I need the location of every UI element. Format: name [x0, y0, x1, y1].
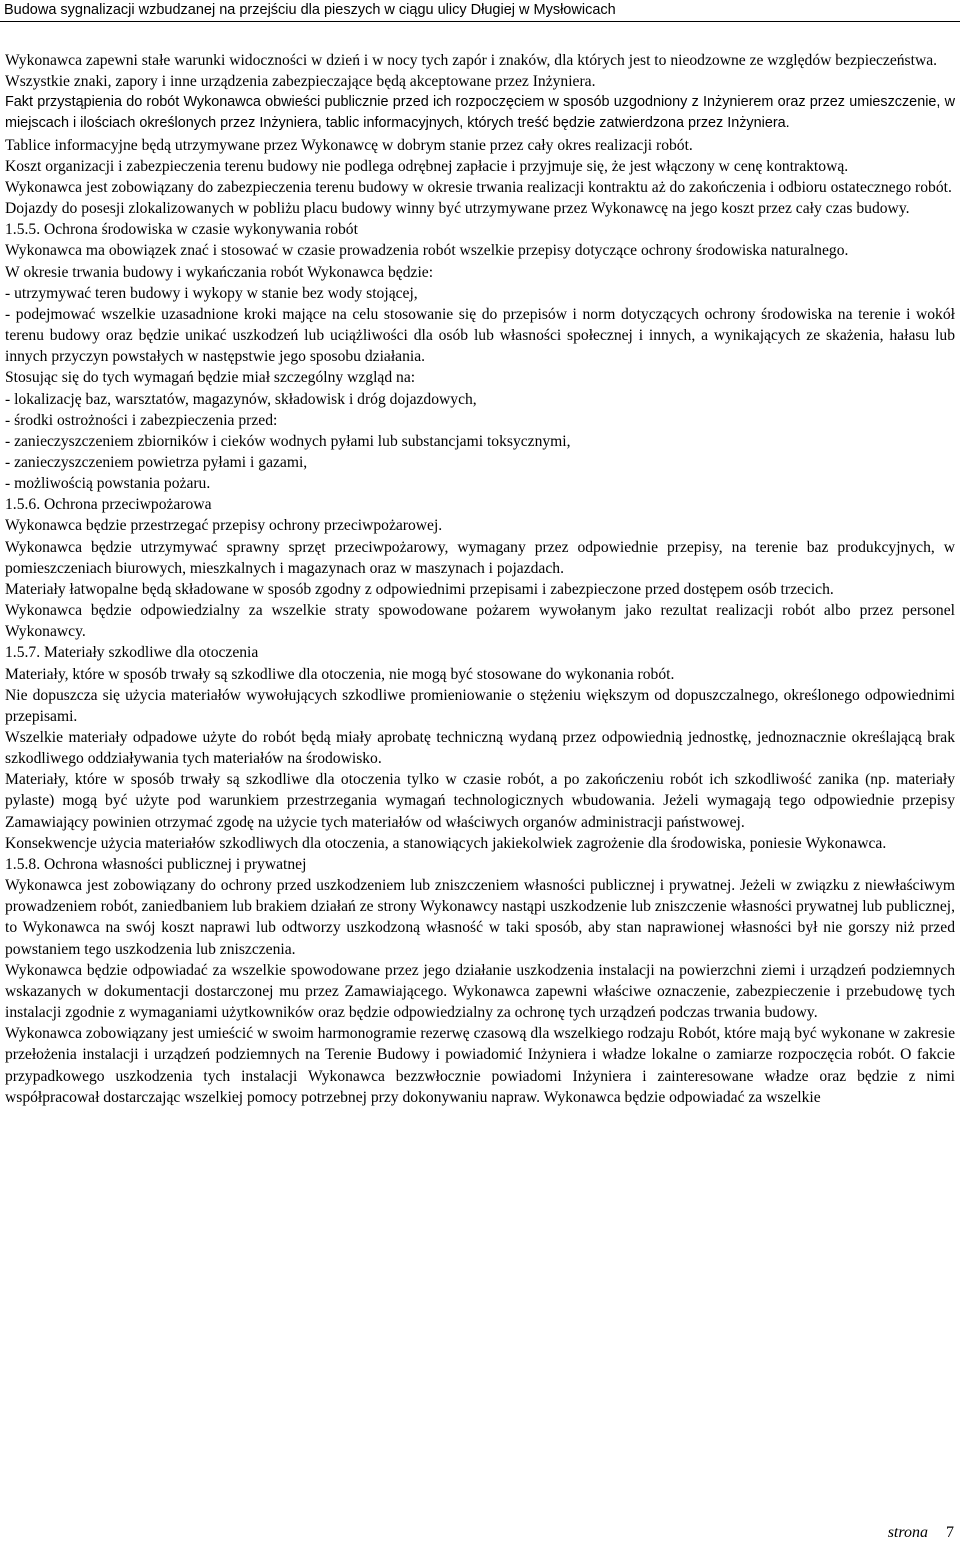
list-item: - podejmować wszelkie uzasadnione kroki mające na celu stosowanie się do przepisów i norm dotyczących ochrony środowiska na terenie i wokół terenu budowy oraz będzie unikać uszkodzeń lub uciążliwości dla osób lub własności społecznej i innych, a wynikających ze skażenia, hałasu lub innych przyczyn powstałych w następstwie jego sposobu działania. — [5, 305, 955, 366]
paragraph: Wykonawca będzie utrzymywać sprawny sprzęt przeciwpożarowy, wymagany przez odpowiednie przepisy, na terenie baz produkcyjnych, w pomieszczeniach biurowych, mieszkalnych i magazynach oraz w maszynach i pojazdach. — [5, 538, 955, 577]
paragraph: Wykonawca jest zobowiązany do ochrony przed uszkodzeniem lub zniszczeniem własności publicznej i prywatnej. Jeżeli w związku z niewłaściwym prowadzeniem robót, zaniedbaniem lub brakiem działań ze strony Wykonawcy nastąpi uszkodzenie lub zniszczenie własności prywatnej lub publicznej, to Wykonawca na swój koszt naprawi lub odtworzy uszkodzoną własność w taki sposób, aby stan naprawionej własności był nie gorszy niż przed powstaniem tego uszkodzenia lub zniszczenia. — [5, 877, 955, 958]
page-header — [0, 0, 960, 22]
document-body — [5, 50, 955, 1108]
paragraph: Wszystkie znaki, zapory i inne urządzenia zabezpieczające będą akceptowane przez Inżyniera. — [5, 73, 596, 91]
paragraph: Wykonawca będzie odpowiadać za wszelkie spowodowane przez jego działanie uszkodzenia instalacji na powierzchni ziemi i urządzeń podziemnych wskazanych w dokumentacji dostarczonej mu przez Zamawiającego. Wykonawca zapewni właściwe oznaczenie, zabezpieczenie i przebudowę tych instalacji zgodnie z wymaganiami użytkowników oraz będzie odpowiedzialny za ochronę tych urządzeń podczas trwania budowy. — [5, 961, 955, 1022]
paragraph: Nie dopuszcza się użycia materiałów wywołujących szkodliwe promieniowanie o stężeniu większym od dopuszczalnego, określonego odpowiednimi przepisami. — [5, 686, 955, 725]
paragraph: Tablice informacyjne będą utrzymywane przez Wykonawcę w dobrym stanie przez cały okres realizacji robót. — [5, 136, 693, 154]
section-heading: 1.5.6. Ochrona przeciwpożarowa — [5, 496, 212, 514]
paragraph: Wykonawca jest zobowiązany do zabezpieczenia terenu budowy w okresie trwania realizacji kontraktu aż do zakończenia i odbioru ostatecznego robót. — [5, 178, 952, 196]
list-item: - zanieczyszczeniem powietrza pyłami i gazami, — [5, 453, 308, 471]
section-heading: 1.5.7. Materiały szkodliwe dla otoczenia — [5, 644, 259, 662]
paragraph: Materiały, które w sposób trwały są szkodliwe dla otoczenia, nie mogą być stosowane do wykonania robót. — [5, 665, 675, 683]
page-label: strona — [887, 1524, 928, 1541]
list-item: - możliwością powstania pożaru. — [5, 475, 211, 493]
list-item: - lokalizację baz, warsztatów, magazynów, składowisk i dróg dojazdowych, — [5, 390, 477, 408]
paragraph: Wykonawca zapewni stałe warunki widoczności w dzień i w nocy tych zapór i znaków, dla których jest to nieodzowne ze względów bezpieczeństwa. — [5, 52, 938, 69]
document-title: Budowa sygnalizacji wzbudzanej na przejściu dla pieszych w ciągu ulicy Długiej w Mysłowicach — [4, 2, 616, 18]
paragraph: Fakt przystąpienia do robót Wykonawca obwieści publicznie przed ich rozpoczęciem w sposób uzgodniony z Inżynierem oraz przez umieszczenie, w miejscach i ilościach określonych przez Inżyniera, tablic informacyjnych, których treść będzie zatwierdzona przez Inżyniera. — [5, 94, 955, 132]
section-heading: 1.5.5. Ochrona środowiska w czasie wykonywania robót — [5, 221, 358, 239]
paragraph: W okresie trwania budowy i wykańczania robót Wykonawca będzie: — [5, 263, 434, 281]
paragraph: Koszt organizacji i zabezpieczenia terenu budowy nie podlega odrębnej zapłacie i przyjmuje się, że jest włączony w cenę kontraktową. — [5, 157, 849, 175]
paragraph: Materiały łatwopalne będą składowane w sposób zgodny z odpowiednimi przepisami i zabezpieczone przed dostępem osób trzecich. — [5, 580, 834, 598]
paragraph: Wykonawca zobowiązany jest umieścić w swoim harmonogramie rezerwę czasową dla wszelkiego rodzaju Robót, które mają być wykonane w zakresie przełożenia instalacji i urządzeń podziemnych na Terenie Budowy i powiadomić Inżyniera i władze lokalne o zamiarze rozpoczęcia robót. O fakcie przypadkowego uszkodzenia tych instalacji Wykonawca bezzwłocznie powiadomi Inżyniera i zainteresowane władze oraz będzie z nimi współpracował dostarczając wszelkiej pomocy potrzebnej przy dokonywaniu napraw. Wykonawca będzie odpowiadać za wszelkie — [5, 1025, 955, 1106]
paragraph: Konsekwencje użycia materiałów szkodliwych dla otoczenia, a stanowiących jakiekolwiek zagrożenie dla środowiska, poniesie Wykonawca. — [5, 834, 887, 852]
page-number: 7 — [946, 1524, 954, 1541]
list-item: - utrzymywać teren budowy i wykopy w stanie bez wody stojącej, — [5, 284, 418, 302]
paragraph: Materiały, które w sposób trwały są szkodliwe dla otoczenia tylko w czasie robót, a po zakończeniu robót ich szkodliwość zanika (np. materiały pylaste) mogą być użyte pod warunkiem przestrzegania wymagań technologicznych wbudowania. Jeżeli wymagają tego odpowiednie przepisy Zamawiający powinien otrzymać zgodę na użycie tych materiałów od właściwych organów administracji państwowej. — [5, 771, 955, 831]
paragraph: Wykonawca będzie odpowiedzialny za wszelkie straty spowodowane pożarem wywołanym jako rezultat realizacji robót albo przez personel Wykonawcy. — [5, 602, 955, 641]
paragraph: Stosując się do tych wymagań będzie miał szczególny wzgląd na: — [5, 369, 416, 387]
paragraph: Wykonawca ma obowiązek znać i stosować w czasie prowadzenia robót wszelkie przepisy dotyczące ochrony środowiska naturalnego. — [5, 242, 849, 260]
list-item: - środki ostrożności i zabezpieczenia przed: — [5, 411, 278, 429]
page-footer — [888, 1524, 954, 1542]
section-heading: 1.5.8. Ochrona własności publicznej i prywatnej — [5, 855, 307, 873]
paragraph: Wszelkie materiały odpadowe użyte do robót będą miały aprobatę techniczną wydaną przez odpowiednią jednostkę, jednoznacznie określającą brak szkodliwego oddziaływania tych materiałów na środowisko. — [5, 729, 955, 768]
paragraph: Wykonawca będzie przestrzegać przepisy ochrony przeciwpożarowej. — [5, 517, 443, 535]
list-item: - zanieczyszczeniem zbiorników i cieków wodnych pyłami lub substancjami toksycznymi, — [5, 432, 571, 450]
paragraph: Dojazdy do posesji zlokalizowanych w pobliżu placu budowy winny być utrzymywane przez Wykonawcę na jego koszt przez cały czas budowy. — [5, 200, 910, 218]
